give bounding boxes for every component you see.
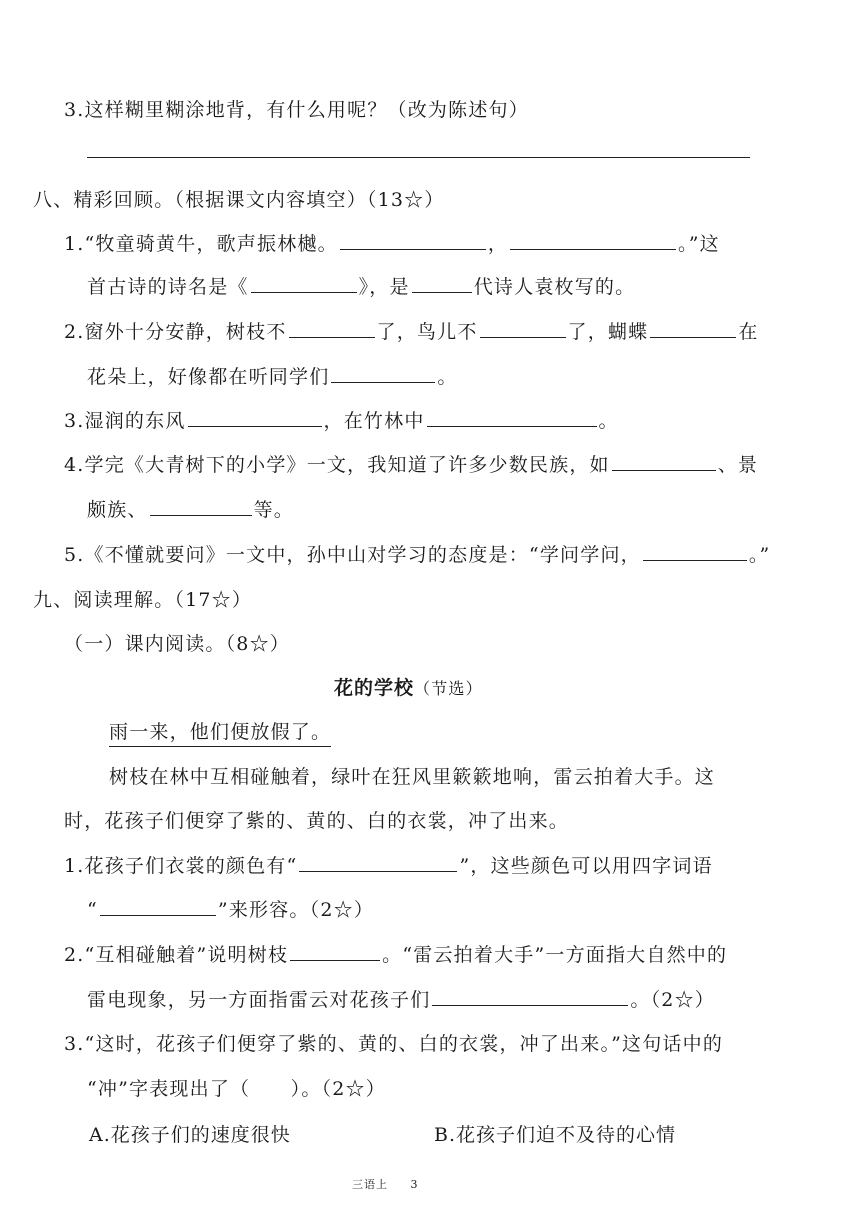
text: 、景 — [717, 454, 759, 476]
text: ， — [487, 233, 509, 255]
blank[interactable] — [289, 319, 375, 338]
text: 。 — [598, 410, 619, 432]
section-9-heading — [33, 585, 252, 612]
text: 在 — [738, 321, 759, 343]
blank[interactable] — [188, 408, 322, 427]
blank[interactable] — [480, 319, 566, 338]
answer-line[interactable] — [87, 157, 750, 158]
question-8-2-line1 — [64, 317, 759, 344]
option-text: A.花孩子们的速度很快 — [89, 1124, 291, 1146]
text: 1.花孩子们衣裳的颜色有“ — [64, 855, 298, 877]
underlined-sentence: 雨一来，他们便放假了。 — [109, 717, 331, 747]
blank[interactable] — [412, 274, 472, 293]
question-7-3 — [64, 95, 529, 122]
text: 颇族、 — [87, 499, 148, 521]
blank[interactable] — [612, 452, 716, 471]
text: ，在竹林中 — [323, 410, 425, 432]
option-a[interactable] — [89, 1120, 291, 1147]
text: 4.学完《大青树下的小学》一文，我知道了许多少数民族，如 — [64, 454, 610, 476]
footer-label: 三语上 — [352, 1178, 388, 1191]
text: 代诗人袁枚写的。 — [473, 276, 636, 298]
question-8-4-line1 — [64, 450, 758, 477]
question-9-3-line2 — [87, 1074, 386, 1101]
passage-paragraph-2-line1 — [109, 762, 715, 789]
text: （一）课内阅读。（8☆） — [64, 633, 290, 655]
heading-text: 八、精彩回顾。（根据课文内容填空）（13☆） — [33, 189, 445, 211]
passage-title — [334, 673, 483, 700]
question-9-2-line2 — [87, 985, 715, 1012]
text: 5.《不懂就要问》一文中，孙中山对学习的态度是：“学问学问， — [64, 544, 641, 566]
passage-paragraph-2-line2 — [64, 806, 569, 833]
passage-paragraph-1 — [109, 717, 331, 747]
question-text: 3.这样糊里糊涂地背，有什么用呢？（改为陈述句） — [64, 99, 529, 121]
text: 2.“互相碰触着”说明树枝 — [64, 944, 289, 966]
text: 2.窗外十分安静，树枝不 — [64, 321, 287, 343]
blank[interactable] — [299, 853, 457, 872]
text: 时，花孩子们便穿了紫的、黄的、白的衣裳，冲了出来。 — [64, 810, 570, 832]
text: 。（2☆） — [630, 989, 715, 1011]
blank[interactable] — [290, 942, 380, 961]
text: 树枝在林中互相碰触着，绿叶在狂风里簌簌地响，雷云拍着大手。这 — [109, 766, 716, 788]
blank[interactable] — [432, 987, 628, 1006]
text: 等。 — [253, 499, 295, 521]
text: 3.湿润的东风 — [64, 410, 186, 432]
question-8-5 — [64, 540, 770, 567]
text: 。” — [748, 544, 771, 566]
text: 1.“牧童骑黄牛，歌声振林樾。 — [64, 233, 338, 255]
subsection-heading — [64, 629, 290, 656]
text: “ — [87, 899, 98, 921]
text: ”，这些颜色可以用四字词语 — [459, 855, 713, 877]
text: 。”这 — [678, 233, 720, 255]
blank[interactable] — [643, 542, 747, 561]
text: 。“雷云拍着大手”一方面指大自然中的 — [382, 944, 728, 966]
page-footer — [352, 1176, 419, 1192]
blank[interactable] — [510, 231, 676, 250]
blank[interactable] — [427, 408, 597, 427]
question-9-1-line1 — [64, 851, 713, 878]
question-8-2-line2 — [87, 362, 458, 389]
text: ”来形容。（2☆） — [217, 899, 375, 921]
question-8-4-line2 — [87, 495, 294, 522]
text: “冲”字表现出了（ ）。（2☆） — [87, 1078, 386, 1100]
text: 了，蝴蝶 — [567, 321, 649, 343]
option-b[interactable] — [434, 1120, 676, 1147]
page-number: 3 — [410, 1178, 419, 1191]
question-8-1-line1 — [64, 229, 720, 256]
heading-text: 九、阅读理解。（17☆） — [33, 589, 253, 611]
question-9-2-line1 — [64, 940, 727, 967]
blank[interactable] — [251, 274, 357, 293]
blank[interactable] — [331, 364, 435, 383]
text: 首古诗的诗名是《 — [87, 276, 249, 298]
text: 3.“这时，花孩子们便穿了紫的、黄的、白的衣裳，冲了出来。”这句话中的 — [64, 1033, 724, 1055]
text: 。 — [437, 366, 458, 388]
title-text: 花的学校 — [334, 677, 415, 699]
question-9-3-line1 — [64, 1029, 723, 1056]
option-text: B.花孩子们迫不及待的心情 — [434, 1124, 677, 1146]
blank[interactable] — [340, 231, 486, 250]
blank[interactable] — [150, 497, 252, 516]
text: 雷电现象，另一方面指雷云对花孩子们 — [87, 989, 431, 1011]
text: 了，鸟儿不 — [376, 321, 478, 343]
text: 》，是 — [358, 276, 410, 298]
blank[interactable] — [650, 319, 736, 338]
title-note: （节选） — [414, 679, 483, 698]
text: 花朵上，好像都在听同学们 — [87, 366, 330, 388]
question-8-1-line2 — [87, 272, 635, 299]
question-8-3 — [64, 406, 619, 433]
question-9-1-line2 — [87, 895, 374, 922]
blank[interactable] — [100, 897, 216, 916]
section-8-heading — [33, 185, 445, 212]
